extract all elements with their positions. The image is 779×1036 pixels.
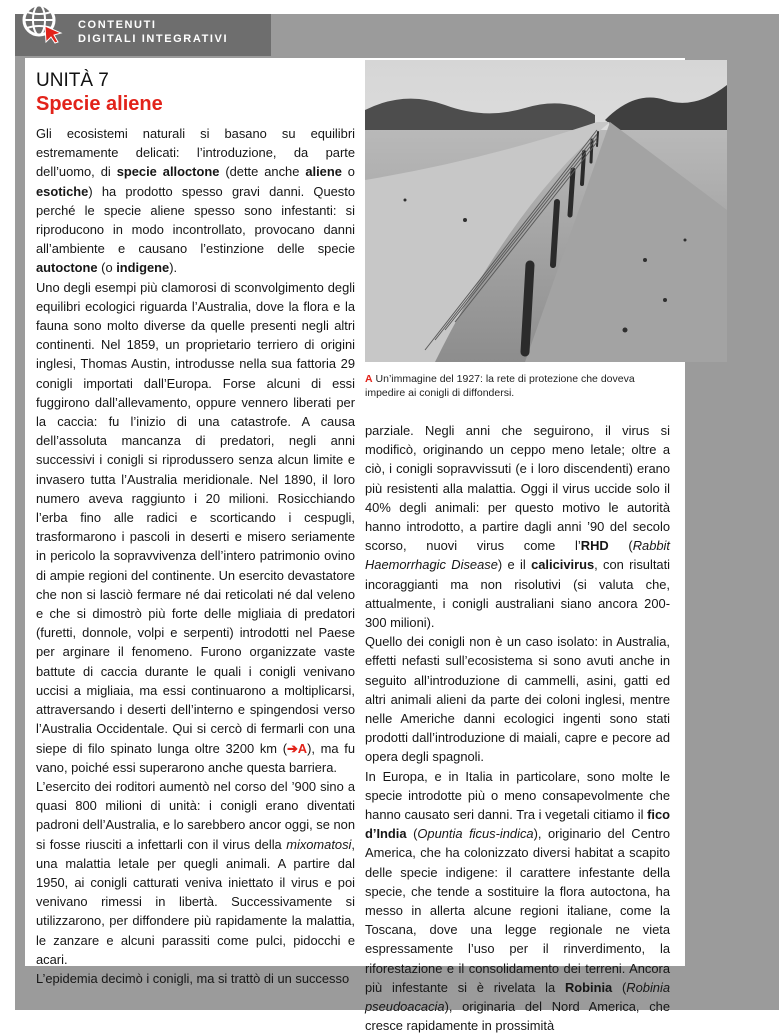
figure-a-reference-link[interactable]: ➔A: [287, 740, 308, 756]
globe-cursor-icon[interactable]: [21, 2, 63, 44]
paragraph-1: Gli ecosistemi naturali si basano su equilibri estremamente delicati: l’introduzione, da parte dell’uomo, di specie alloctone (dette anche aliene o esotiche) ha prodotto spesso gravi danni. Questo perché le specie aliene spesso sono infestanti: si riproducono in modo incontrollato, provocano danni all’ambiente e causano l’estinzione delle specie autoctone (o indigene).: [36, 126, 355, 276]
digital-content-label: [78, 18, 228, 46]
paragraph-6: In Europa, e in Italia in particolare, sono molte le specie introdotte più o meno consapevolmente che hanno causato seri danni. Tra i vegetali citiamo il fico d’India (Opuntia ficus-indica), originario del Centro America, che ha colonizzato diversi habitat a scapito delle specie indigene: il carattere infestante della specie, che tende a sostituire la flora autoctona, ha messo in allerta alcune regioni italiane, come la Toscana, dove una legge regionale ne vieta espressamente l’uso per il rinverdimento, la riforestazione e il consolidamento dei terreni. Ancora più infestante si è rivelata la Robinia (Robinia pseudoacacia), originaria del Nord America, che cresce rapidamente in prossimità: [365, 768, 671, 1034]
paragraph-2: Uno degli esempi più clamorosi di sconvolgimento degli equilibri ecologici riguarda l’Australia, dove la flora e la fauna sono molto diverse da quelle presenti negli altri continenti. Nel 1859, un proprietario terriero di origini inglesi, Thomas Austin, introdusse nella sua fattoria 29 conigli importati dall’Europa. Forse alcuni di essi fuggirono dall’allevamento, oppure vennero liberati per la caccia: fu l’inizio di una catastrofe. A causa dell’assoluta mancanza di predatori, negli anni successivi i conigli si riprodussero senza alcun limite e invasero tutta l’Australia meridionale. Nel 1890, il loro numero aveva raggiunto i 20 milioni. Rosicchiando l’erba fino alle radici e scorticando i cespugli, trasformarono i pascoli in deserti e misero seriamente in pericolo la sopravvivenza dell’intero patrimonio ovino di ampie regioni del continente. Un esercito devastatore che non si lasciò fermare né dai reticolati né dal veleno e che si dimostrò più forte delle migliaia di predatori (furetti, donnole, volpi e serpenti) introdotti nel Paese per arginare il fenomeno. Furono organizzate vaste battute di caccia durante le quali i conigli venivano uccisi a migliaia, ma essi continuarono a moltiplicarsi, attraversando i deserti dell’interno e spingendosi verso l’Australia Occidentale. Qui si cercò di fermarli con una siepe di filo spinato lunga oltre 3200 km (➔A), ma fu vano, poiché essi superarono anche questa barriera.: [36, 279, 355, 775]
paragraph-4-continued: parziale. Negli anni che seguirono, il virus si modificò, originando un ceppo meno letale; oltre a ciò, i conigli sopravvissuti (e i loro discendenti) erano più resistenti alla malattia. Oggi il virus uccide solo il 40% degli animali: per questo motivo le autorità hanno introdotto, a partire dagli anni ’90 del secolo scorso, nuovi virus come l’RHD (Rabbit Haemorrhagic Disease) e il calicivirus, con risultati incoraggianti ma non risolutivi (si valuta che, attualmente, i conigli australiani siano ancora 200-300 milioni).: [365, 423, 671, 631]
paragraph-5: Quello dei conigli non è un caso isolato: in Australia, effetti nefasti sull’ecosistema si sono avuti anche in seguito all’introduzione di cammelli, asini, gatti ed altri animali alieni da parte dei coloni inglesi, mentre nelle Americhe danni ecologici ingenti sono stati prodotti dall’introduzione di maiali, capre e pecore ad opera degli spagnoli.: [365, 634, 670, 765]
fence-photo-illustration: [365, 60, 727, 362]
header-line-1: CONTENUTI: [78, 19, 157, 31]
text-column-right: [365, 421, 670, 1036]
paragraph-3: L’esercito dei roditori aumentò nel corso del ’900 sino a quasi 800 milioni di unità: i conigli erano diventati padroni dell’Australia, e lo sarebbero ancor oggi, se non si fosse riusciti a infettarli con il virus della mixomatosi, una malattia letale per quegli animali. A partire dal 1950, ai conigli catturati veniva iniettato il virus e poi venivano rimessi in libertà. Successivamente si utilizzarono, per diffondere più rapidamente la malattia, le zanzare e alcuni parassiti come pulci, pidocchi e acari.: [36, 778, 355, 967]
figure-a-caption: [365, 372, 670, 400]
unit-label: UNITÀ 7: [36, 70, 109, 91]
page-title: Specie aliene: [36, 93, 163, 115]
paragraph-4-start: L’epidemia decimò i conigli, ma si trattò di un successo: [36, 970, 350, 986]
caption-text: Un’immagine del 1927: la rete di protezione che doveva impedire ai conigli di diffondersi.: [365, 373, 635, 399]
figure-a-photo: [365, 60, 727, 362]
header-line-2: DIGITALI INTEGRATIVI: [78, 33, 229, 45]
text-column-left: [36, 124, 355, 988]
figure-letter: A: [365, 373, 373, 385]
